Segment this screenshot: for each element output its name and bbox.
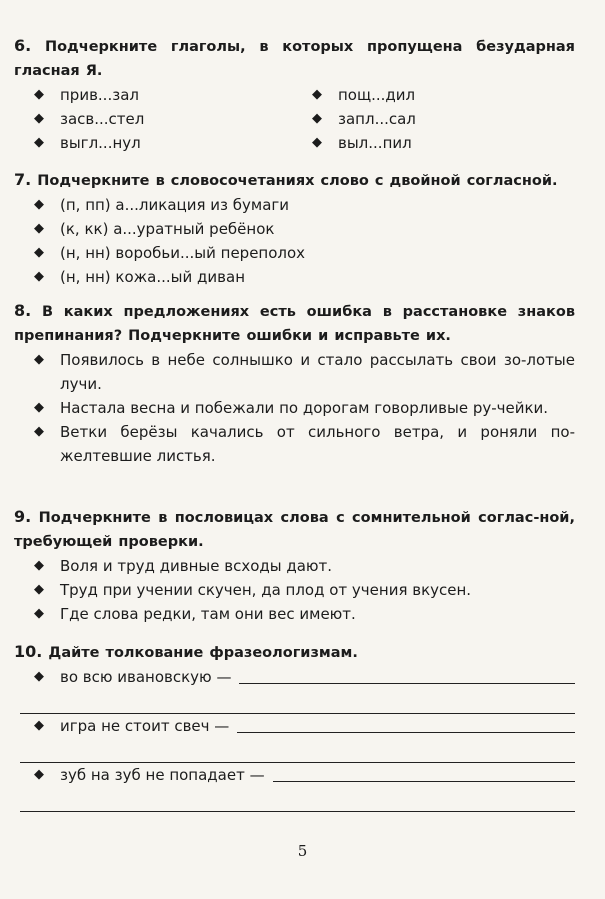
diamond-bullet-icon: ◆ [34, 767, 44, 782]
list-item: ◆ (н, нн) воробьи...ый переполох [14, 241, 575, 265]
phrase-row: ◆ игра не стоит свеч — [14, 714, 575, 738]
phrase-row: ◆ во всю ивановскую — [14, 665, 575, 689]
diamond-bullet-icon: ◆ [34, 582, 44, 597]
diamond-bullet-icon: ◆ [34, 197, 44, 212]
diamond-bullet-icon: ◆ [34, 606, 44, 621]
task-6-heading [14, 34, 575, 83]
task-6 [14, 34, 575, 155]
list-item: ◆ Настала весна и побежали по дорогам говорливые ру-чейки. [14, 396, 575, 420]
list-item: ◆ выл...пил [292, 131, 570, 155]
diamond-bullet-icon: ◆ [34, 558, 44, 573]
answer-line[interactable] [273, 781, 575, 782]
right-column [292, 83, 570, 155]
diamond-bullet-icon: ◆ [312, 87, 322, 102]
task-7 [14, 168, 575, 289]
diamond-bullet-icon: ◆ [34, 269, 44, 284]
diamond-bullet-icon: ◆ [34, 221, 44, 236]
answer-line[interactable] [20, 738, 575, 763]
task-9 [14, 505, 575, 626]
task-number: 10. [14, 642, 43, 661]
answer-line[interactable] [237, 732, 575, 733]
list-item: ◆ пощ...дил [292, 83, 570, 107]
diamond-bullet-icon: ◆ [312, 111, 322, 126]
diamond-bullet-icon: ◆ [34, 718, 44, 733]
task-10 [14, 640, 575, 812]
task-number: 7. [14, 170, 32, 189]
diamond-bullet-icon: ◆ [34, 135, 44, 150]
page-number: 5 [297, 842, 308, 860]
task-text: Дайте толкование фразеологизмам. [48, 645, 358, 661]
list-item: ◆ Ветки берёзы качались от сильного ветра, и роняли по-желтевшие листья. [14, 420, 575, 468]
task-number: 9. [14, 507, 32, 526]
diamond-bullet-icon: ◆ [34, 87, 44, 102]
answer-line[interactable] [239, 683, 575, 684]
task-number: 8. [14, 301, 32, 320]
word-columns [14, 83, 575, 155]
list-item: ◆ засв...стел [14, 107, 292, 131]
task-7-heading [14, 168, 575, 193]
list-item: ◆ (н, нн) кожа...ый диван [14, 265, 575, 289]
list-item: ◆ Воля и труд дивные всходы дают. [14, 554, 575, 578]
list-item: ◆ запл...сал [292, 107, 570, 131]
task-8-heading [14, 299, 575, 348]
answer-line[interactable] [20, 689, 575, 714]
diamond-bullet-icon: ◆ [34, 424, 44, 439]
list-item: ◆ Труд при учении скучен, да плод от учения вкусен. [14, 578, 575, 602]
task-text: Подчеркните в пословицах слова с сомнительной соглас-ной, требующей проверки. [14, 510, 575, 550]
diamond-bullet-icon: ◆ [34, 352, 44, 367]
task-text: Подчеркните в словосочетаниях слово с двойной согласной. [37, 173, 558, 189]
list-item: ◆ выгл...нул [14, 131, 292, 155]
answer-line[interactable] [20, 787, 575, 812]
list-item: ◆ (п, пп) а...ликация из бумаги [14, 193, 575, 217]
task-8 [14, 299, 575, 468]
task-9-heading [14, 505, 575, 554]
list-item: ◆ (к, кк) а...уратный ребёнок [14, 217, 575, 241]
diamond-bullet-icon: ◆ [312, 135, 322, 150]
list-item: ◆ прив...зал [14, 83, 292, 107]
diamond-bullet-icon: ◆ [34, 111, 44, 126]
diamond-bullet-icon: ◆ [34, 400, 44, 415]
diamond-bullet-icon: ◆ [34, 245, 44, 260]
list-item: ◆ Где слова редки, там они вес имеют. [14, 602, 575, 626]
task-10-heading [14, 640, 575, 665]
phrase-row: ◆ зуб на зуб не попадает — [14, 763, 575, 787]
left-column [14, 83, 292, 155]
task-text: В каких предложениях есть ошибка в расстановке знаков препинания? Подчеркните ошибки и исправьте их. [14, 304, 575, 344]
diamond-bullet-icon: ◆ [34, 669, 44, 684]
task-number: 6. [14, 36, 32, 55]
task-text: Подчеркните глаголы, в которых пропущена безударная гласная Я. [14, 39, 575, 79]
list-item: ◆ Появилось в небе солнышко и стало рассылать свои зо-лотые лучи. [14, 348, 575, 396]
